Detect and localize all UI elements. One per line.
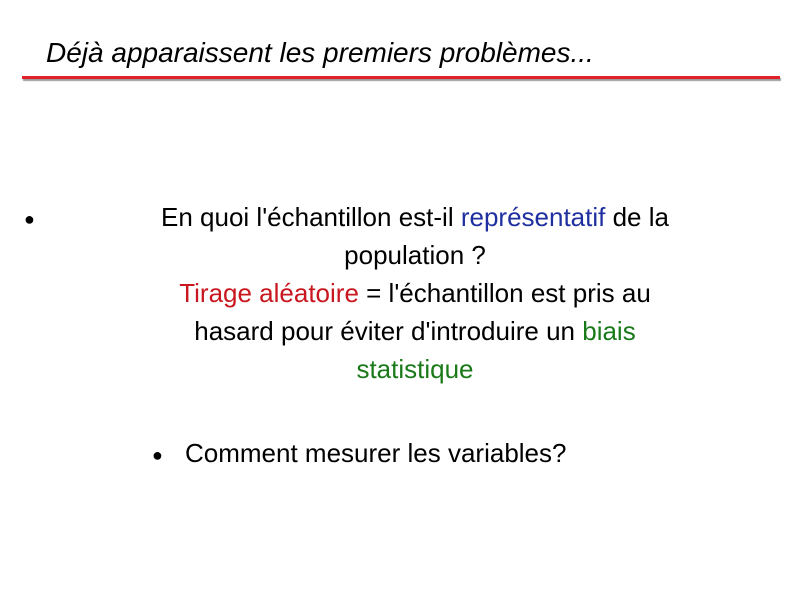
bullet-item-measure-variables: Comment mesurer les variables? <box>185 438 567 468</box>
slide-title: Déjà apparaissent les premiers problèmes... <box>46 37 594 68</box>
highlight-representatif: représentatif <box>460 202 606 232</box>
highlight-biais: biais <box>582 316 636 346</box>
bullet-line-4 <box>100 312 730 350</box>
text-segment: de la <box>605 202 669 232</box>
text-segment: En quoi l'échantillon est-il <box>161 202 461 232</box>
bullet-line-1 <box>100 198 730 236</box>
text-segment: hasard pour éviter d'introduire un <box>194 316 583 346</box>
bullet-marker-2: ● <box>152 445 163 465</box>
text-segment: = l'échantillon est pris au <box>358 278 651 308</box>
title-underline <box>22 76 780 79</box>
highlight-tirage-aleatoire: Tirage aléatoire <box>179 278 359 308</box>
bullet-marker-1: ● <box>24 209 35 229</box>
bullet-item-representativity <box>100 198 730 388</box>
bullet-line-2: population ? <box>344 240 486 270</box>
bullet-line-3 <box>100 274 730 312</box>
bullet-line-5: statistique <box>356 354 474 384</box>
